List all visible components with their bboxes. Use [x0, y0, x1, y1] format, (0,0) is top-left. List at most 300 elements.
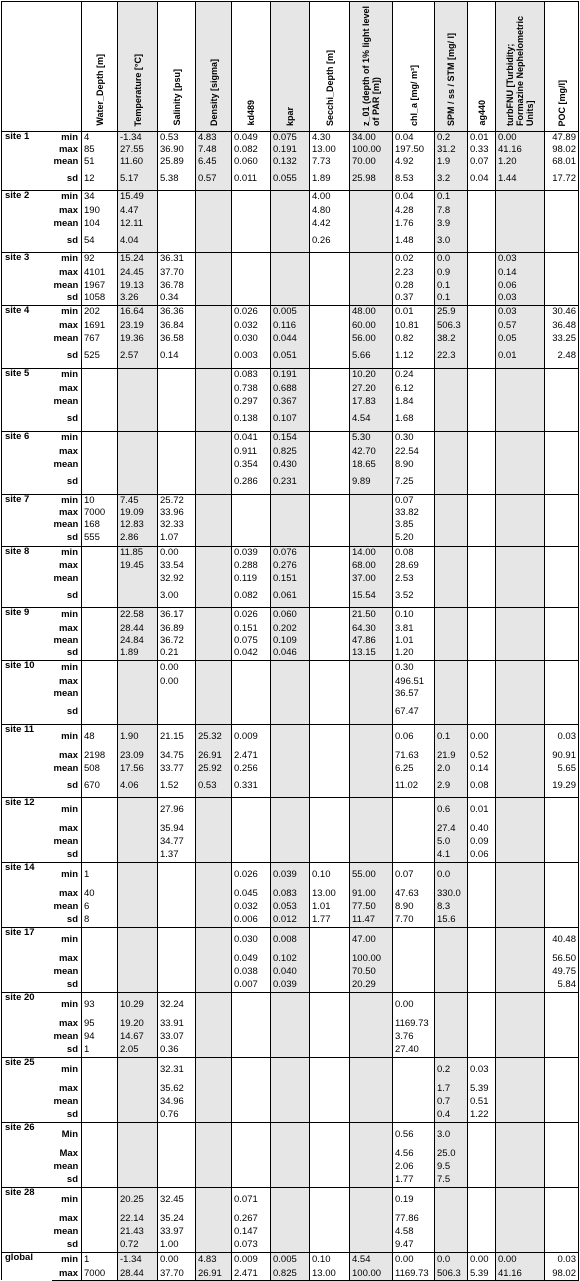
- value-cell: [350, 1018, 393, 1031]
- value-cell: 4.80: [310, 204, 350, 217]
- value-cell: [196, 230, 232, 252]
- value-cell: [196, 279, 232, 292]
- column-header: [435, 2, 468, 132]
- table-row: [2, 901, 579, 914]
- value-cell: [232, 204, 271, 217]
- value-cell: [271, 252, 310, 266]
- column-header-label: turbFNU [Turbidity; Formazine Nephelometric Units]: [505, 15, 535, 126]
- table-row: [2, 647, 579, 661]
- value-cell: 8.90: [393, 901, 435, 914]
- stat-label: max: [52, 144, 82, 156]
- value-cell: 0.1: [435, 725, 468, 750]
- value-cell: 85: [82, 144, 118, 156]
- value-cell: 508: [82, 763, 118, 776]
- value-cell: [310, 823, 350, 836]
- value-cell: [350, 519, 393, 531]
- value-cell: [271, 1188, 310, 1213]
- value-cell: [232, 266, 271, 279]
- value-cell: 15.54: [350, 586, 393, 608]
- value-cell: 0.2: [435, 1058, 468, 1083]
- value-cell: [435, 431, 468, 445]
- value-cell: [118, 953, 158, 966]
- value-cell: [393, 979, 435, 993]
- value-cell: [118, 676, 158, 688]
- value-cell: 48.00: [350, 305, 393, 319]
- value-cell: 9.89: [350, 471, 393, 494]
- table-row: [2, 132, 579, 145]
- value-cell: [435, 1031, 468, 1044]
- column-header-label: Density [sigma]: [208, 58, 219, 126]
- value-cell: 34: [82, 190, 118, 204]
- table-row: [2, 217, 579, 230]
- table-row: [2, 1226, 579, 1239]
- value-cell: 0.430: [271, 458, 310, 471]
- value-cell: [196, 914, 232, 928]
- value-cell: [271, 1161, 310, 1174]
- value-cell: [350, 1226, 393, 1239]
- value-cell: [545, 901, 579, 914]
- value-cell: 36.17: [158, 608, 196, 623]
- value-cell: 0.075: [271, 132, 310, 145]
- table-row: [2, 230, 579, 252]
- value-cell: 0.03: [468, 1058, 496, 1083]
- value-cell: [310, 993, 350, 1018]
- value-cell: [118, 928, 158, 953]
- stat-label: mean: [52, 836, 82, 849]
- value-cell: [310, 676, 350, 688]
- stat-label: max: [52, 1268, 82, 1281]
- value-cell: 21.9: [435, 750, 468, 763]
- value-cell: 36.78: [158, 279, 196, 292]
- site-label: site 25: [2, 1058, 52, 1123]
- value-cell: [271, 1148, 310, 1161]
- value-cell: [496, 953, 545, 966]
- table-header: [2, 2, 579, 132]
- value-cell: 0.055: [271, 168, 310, 190]
- value-cell: 0.060: [271, 608, 310, 623]
- value-cell: [82, 676, 118, 688]
- value-cell: 22.58: [118, 608, 158, 623]
- value-cell: [435, 635, 468, 647]
- value-cell: [545, 1188, 579, 1213]
- column-header: [310, 2, 350, 132]
- site-label: site 14: [2, 863, 52, 928]
- site-label: site 12: [2, 798, 52, 863]
- value-cell: [545, 1123, 579, 1148]
- value-cell: 0.06: [496, 279, 545, 292]
- value-cell: [435, 701, 468, 725]
- value-cell: [158, 1161, 196, 1174]
- value-cell: [468, 928, 496, 953]
- table-row: [2, 725, 579, 750]
- value-cell: 28.69: [393, 560, 435, 573]
- value-cell: 13.00: [310, 144, 350, 156]
- value-cell: [468, 1123, 496, 1148]
- value-cell: 0.082: [232, 144, 271, 156]
- value-cell: [350, 836, 393, 849]
- value-cell: 1.48: [393, 230, 435, 252]
- value-cell: 48: [82, 725, 118, 750]
- value-cell: [196, 547, 232, 560]
- value-cell: 7.45: [118, 494, 158, 507]
- value-cell: 4.56: [393, 1148, 435, 1161]
- value-cell: [435, 395, 468, 408]
- value-cell: [496, 725, 545, 750]
- value-cell: 18.65: [350, 458, 393, 471]
- value-cell: 1.01: [310, 901, 350, 914]
- value-cell: [118, 1058, 158, 1083]
- site-label: site 1: [2, 132, 52, 191]
- value-cell: [196, 623, 232, 635]
- value-cell: [310, 725, 350, 750]
- value-cell: 0.1: [435, 190, 468, 204]
- value-cell: [496, 190, 545, 204]
- value-cell: [393, 953, 435, 966]
- value-cell: [82, 979, 118, 993]
- value-cell: [496, 966, 545, 979]
- value-cell: [545, 494, 579, 507]
- value-cell: 2.86: [118, 531, 158, 547]
- value-cell: [196, 635, 232, 647]
- value-cell: [82, 458, 118, 471]
- value-cell: [468, 979, 496, 993]
- value-cell: [468, 953, 496, 966]
- value-cell: [310, 776, 350, 798]
- value-cell: [310, 1239, 350, 1253]
- stat-label: min: [52, 993, 82, 1018]
- value-cell: [82, 586, 118, 608]
- value-cell: [118, 661, 158, 676]
- value-cell: 21.50: [350, 608, 393, 623]
- value-cell: [196, 531, 232, 547]
- value-cell: [310, 763, 350, 776]
- value-cell: 496.51: [393, 676, 435, 688]
- value-cell: 0.24: [393, 368, 435, 382]
- value-cell: [232, 836, 271, 849]
- stat-label: max: [52, 888, 82, 901]
- value-cell: [545, 1174, 579, 1188]
- value-cell: 6.25: [393, 763, 435, 776]
- value-cell: 7.5: [435, 1174, 468, 1188]
- column-header-label: z_01 (depth of 1% light level of PAR [m]): [361, 5, 381, 126]
- value-cell: 0.008: [271, 928, 310, 953]
- value-cell: 0.007: [232, 979, 271, 993]
- value-cell: 14.67: [118, 1031, 158, 1044]
- value-cell: [435, 445, 468, 458]
- value-cell: [435, 1213, 468, 1226]
- value-cell: 0.82: [393, 332, 435, 345]
- value-cell: [468, 382, 496, 395]
- value-cell: 0.151: [232, 623, 271, 635]
- table-row: [2, 204, 579, 217]
- value-cell: [350, 230, 393, 252]
- table-row: [2, 1148, 579, 1161]
- value-cell: 0.05: [496, 332, 545, 345]
- value-cell: 35.94: [158, 823, 196, 836]
- value-cell: 27.4: [435, 823, 468, 836]
- value-cell: [271, 725, 310, 750]
- value-cell: [196, 494, 232, 507]
- value-cell: [310, 319, 350, 332]
- value-cell: 33.97: [158, 1226, 196, 1239]
- table-row: [2, 305, 579, 319]
- value-cell: 0.37: [393, 292, 435, 305]
- value-cell: [271, 1174, 310, 1188]
- value-cell: 1.77: [310, 914, 350, 928]
- value-cell: [271, 1044, 310, 1058]
- value-cell: [468, 573, 496, 586]
- value-cell: [393, 798, 435, 823]
- stat-label: sd: [52, 531, 82, 547]
- value-cell: 47.86: [350, 635, 393, 647]
- value-cell: [271, 701, 310, 725]
- value-cell: 0.005: [271, 1253, 310, 1268]
- value-cell: 0.00: [468, 1253, 496, 1268]
- value-cell: 0.0: [435, 863, 468, 888]
- value-cell: [158, 966, 196, 979]
- value-cell: [196, 586, 232, 608]
- value-cell: 27.40: [393, 1044, 435, 1058]
- value-cell: [158, 928, 196, 953]
- value-cell: 0.06: [468, 849, 496, 863]
- value-cell: 3.76: [393, 1031, 435, 1044]
- value-cell: 32.45: [158, 1188, 196, 1213]
- value-cell: 47.00: [350, 928, 393, 953]
- value-cell: [468, 408, 496, 431]
- value-cell: [82, 1161, 118, 1174]
- value-cell: [271, 204, 310, 217]
- value-cell: [496, 445, 545, 458]
- value-cell: [496, 623, 545, 635]
- value-cell: [118, 1109, 158, 1123]
- value-cell: 0.083: [271, 888, 310, 901]
- value-cell: 2.48: [545, 345, 579, 368]
- stat-label: sd: [52, 230, 82, 252]
- value-cell: [468, 230, 496, 252]
- value-cell: [496, 823, 545, 836]
- value-cell: [310, 849, 350, 863]
- value-cell: [545, 863, 579, 888]
- stat-label: max: [52, 750, 82, 763]
- value-cell: [435, 966, 468, 979]
- value-cell: [468, 1018, 496, 1031]
- value-cell: 6.45: [196, 156, 232, 168]
- value-cell: [468, 676, 496, 688]
- stat-label: max: [52, 445, 82, 458]
- value-cell: 3.52: [393, 586, 435, 608]
- table-row: [2, 458, 579, 471]
- value-cell: [196, 292, 232, 305]
- value-cell: 4.54: [350, 408, 393, 431]
- value-cell: 0.28: [393, 279, 435, 292]
- value-cell: [82, 445, 118, 458]
- value-cell: 0.1: [435, 279, 468, 292]
- value-cell: [393, 836, 435, 849]
- value-cell: [468, 701, 496, 725]
- stat-label: min: [52, 305, 82, 319]
- value-cell: 0.00: [393, 1253, 435, 1268]
- value-cell: 11.47: [350, 914, 393, 928]
- value-cell: [468, 368, 496, 382]
- stat-label: mean: [52, 332, 82, 345]
- site-label: site 10: [2, 661, 52, 725]
- value-cell: 0.071: [232, 1188, 271, 1213]
- value-cell: 35.24: [158, 1213, 196, 1226]
- site-label: global: [2, 1253, 52, 1281]
- value-cell: 0.08: [393, 547, 435, 560]
- value-cell: [232, 993, 271, 1018]
- value-cell: 0.08: [468, 776, 496, 798]
- value-cell: [545, 547, 579, 560]
- value-cell: [271, 266, 310, 279]
- value-cell: 0.26: [310, 230, 350, 252]
- column-header: [232, 2, 271, 132]
- value-cell: [350, 1188, 393, 1213]
- value-cell: [468, 395, 496, 408]
- column-header-label: chl_a [mg/ m³]: [408, 64, 419, 126]
- value-cell: 0.1: [435, 292, 468, 305]
- value-cell: [196, 966, 232, 979]
- value-cell: [310, 647, 350, 661]
- value-cell: [545, 836, 579, 849]
- value-cell: [310, 1058, 350, 1083]
- value-cell: [232, 1083, 271, 1096]
- value-cell: [271, 776, 310, 798]
- value-cell: [468, 190, 496, 204]
- column-header: [158, 2, 196, 132]
- value-cell: 100.00: [350, 144, 393, 156]
- value-cell: [545, 586, 579, 608]
- value-cell: [435, 1044, 468, 1058]
- column-header-label: Salinity [psu]: [171, 69, 182, 126]
- value-cell: [545, 230, 579, 252]
- column-header: [393, 2, 435, 132]
- value-cell: 21.43: [118, 1226, 158, 1239]
- value-cell: 1.90: [118, 725, 158, 750]
- table-row: [2, 252, 579, 266]
- value-cell: 5.0: [435, 836, 468, 849]
- value-cell: [350, 1044, 393, 1058]
- column-header: [496, 2, 545, 132]
- value-cell: [545, 1213, 579, 1226]
- value-cell: [196, 560, 232, 573]
- value-cell: 60.00: [350, 319, 393, 332]
- table-row: [2, 266, 579, 279]
- value-cell: [468, 586, 496, 608]
- value-cell: [468, 647, 496, 661]
- value-cell: [82, 1058, 118, 1083]
- value-cell: 168: [82, 519, 118, 531]
- value-cell: [468, 863, 496, 888]
- value-cell: 7.70: [393, 914, 435, 928]
- value-cell: [196, 928, 232, 953]
- value-cell: [393, 849, 435, 863]
- value-cell: 0.053: [271, 901, 310, 914]
- value-cell: [82, 1109, 118, 1123]
- value-cell: 32.92: [158, 573, 196, 586]
- value-cell: 36.36: [158, 305, 196, 319]
- table-row: [2, 1268, 579, 1281]
- value-cell: [468, 914, 496, 928]
- value-cell: 0.038: [232, 966, 271, 979]
- value-cell: 19.36: [118, 332, 158, 345]
- value-cell: [118, 849, 158, 863]
- value-cell: [118, 471, 158, 494]
- value-cell: [118, 382, 158, 395]
- value-cell: [82, 849, 118, 863]
- value-cell: [310, 408, 350, 431]
- value-cell: [350, 1031, 393, 1044]
- value-cell: [545, 458, 579, 471]
- value-cell: [196, 823, 232, 836]
- stat-label: max: [52, 1018, 82, 1031]
- value-cell: [232, 279, 271, 292]
- value-cell: [468, 993, 496, 1018]
- stat-label: mean: [52, 519, 82, 531]
- value-cell: 3.9: [435, 217, 468, 230]
- value-cell: 27.96: [158, 798, 196, 823]
- value-cell: [496, 217, 545, 230]
- value-cell: [496, 776, 545, 798]
- value-cell: [496, 1239, 545, 1253]
- table-row: [2, 1213, 579, 1226]
- table-row: [2, 776, 579, 798]
- stat-label: sd: [52, 586, 82, 608]
- value-cell: [271, 217, 310, 230]
- value-cell: [435, 586, 468, 608]
- value-cell: 0.367: [271, 395, 310, 408]
- value-cell: 2.57: [118, 345, 158, 368]
- value-cell: 15.24: [118, 252, 158, 266]
- header-row: [2, 2, 579, 132]
- value-cell: [196, 661, 232, 676]
- value-cell: -1.34: [118, 132, 158, 145]
- value-cell: [545, 993, 579, 1018]
- value-cell: 0.10: [310, 1253, 350, 1268]
- value-cell: [468, 332, 496, 345]
- value-cell: [435, 507, 468, 519]
- value-cell: [350, 1096, 393, 1109]
- value-cell: [350, 750, 393, 763]
- table-row: [2, 445, 579, 458]
- value-cell: 1.07: [158, 531, 196, 547]
- value-cell: 19.20: [118, 1018, 158, 1031]
- value-cell: 24.84: [118, 635, 158, 647]
- value-cell: [232, 519, 271, 531]
- value-cell: [435, 993, 468, 1018]
- value-cell: 36.90: [158, 144, 196, 156]
- value-cell: 0.082: [232, 586, 271, 608]
- value-cell: [196, 993, 232, 1018]
- value-cell: 33.82: [393, 507, 435, 519]
- value-cell: 36.57: [393, 688, 435, 701]
- value-cell: [232, 1044, 271, 1058]
- value-cell: 670: [82, 776, 118, 798]
- value-cell: [496, 519, 545, 531]
- value-cell: 54: [82, 230, 118, 252]
- value-cell: 33.25: [545, 332, 579, 345]
- value-cell: [271, 750, 310, 763]
- site-label: site 26: [2, 1123, 52, 1188]
- value-cell: [310, 382, 350, 395]
- value-cell: [232, 230, 271, 252]
- value-cell: 0.202: [271, 623, 310, 635]
- value-cell: 7.48: [196, 144, 232, 156]
- value-cell: 49.75: [545, 966, 579, 979]
- value-cell: [196, 1109, 232, 1123]
- value-cell: 0.00: [158, 661, 196, 676]
- value-cell: [545, 1109, 579, 1123]
